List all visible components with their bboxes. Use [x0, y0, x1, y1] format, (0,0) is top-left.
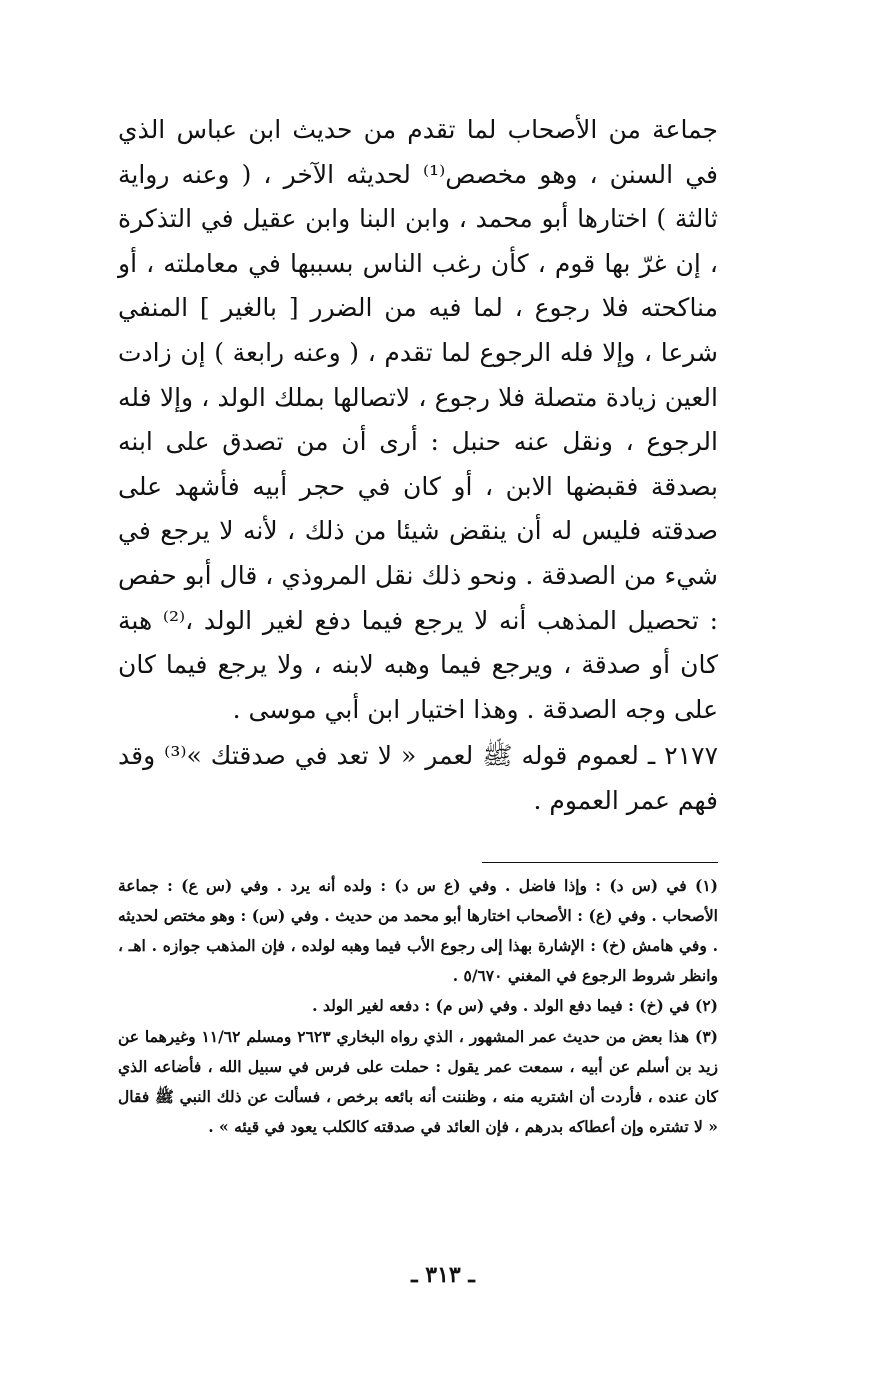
footnote-divider	[482, 862, 718, 863]
main-paragraph: جماعة من الأصحاب لما تقدم من حديث ابن عباس الذي في السنن ، وهو مخصص⁽¹⁾ لحديثه الآخر ، ( وعنه رواية ثالثة ) اختارها أبو محمد ، وابن البنا وابن عقيل في التذكرة ، إن غرّ بها قوم ، كأن رغب الناس بسببها في معاملته ، أو مناكحته فلا رجوع ، لما فيه من الضرر [ بالغير ] المنفي شرعا ، وإلا فله الرجوع لما تقدم ، ( وعنه رابعة ) إن زادت العين زيادة متصلة فلا رجوع ، لاتصالها بملك الولد ، وإلا فله الرجوع ، ونقل عنه حنبل : أرى أن من تصدق على ابنه بصدقة فقبضها الابن ، أو كان في حجر أبيه فأشهد على صدقته فليس له أن ينقض شيئا من ذلك ، لأنه لا يرجع في شيء من الصدقة . ونحو ذلك نقل المروذي ، قال أبو حفص : تحصيل المذهب أنه لا يرجع فيما دفع لغير الولد ،⁽²⁾ هبة كان أو صدقة ، ويرجع فيما وهبه لابنه ، ولا يرجع فيما كان على وجه الصدقة . وهذا اختيار ابن أبي موسى .	[118, 115, 718, 724]
footnote-3: (٣) هذا بعض من حديث عمر المشهور ، الذي رواه البخاري ٢٦٢٣ ومسلم ١١/٦٢ وغيرهما عن زيد بن أسلم عن أبيه ، سمعت عمر يقول : حملت على فرس في سبيل الله ، فأضاعه الذي كان عنده ، فأردت أن اشتريه منه ، وظننت أنه بائعه برخص ، فسألت عن ذلك النبي ﷺ فقال « لا تشتره وإن أعطاكه بدرهم ، فإن العائد في صدقته كالكلب يعود في قيئه » .	[118, 1026, 718, 1137]
footnote-2: (٢) في (خ) : فيما دفع الولد . وفي (س م) : دفعه لغير الولد .	[312, 996, 718, 1016]
page-number: ـ ٣١٣ ـ	[411, 1262, 475, 1288]
footnote-1: (١) في (س د) : وإذا فاضل . وفي (ع س د) : ولده أنه يرد . وفي (س ع) : جماعة الأصحاب . وفي (ع) : الأصحاب اختارها أبو محمد من حديث . وفي (س) : وهو مختص لحديثه . وفي هامش (خ) : الإشارة بهذا إلى رجوع الأب فيما وهبه لولده ، فإن المذهب جوازه . اهـ ، وانظر شروط الرجوع في المغني ٥/٦٧٠ .	[118, 875, 718, 986]
numbered-item: ٢١٧٧ ـ لعموم قوله ﷺ لعمر « لا تعد في صدقتك »⁽³⁾ وقد فهم عمر العموم .	[118, 741, 719, 815]
main-text	[118, 108, 718, 824]
page-content	[118, 108, 718, 1142]
footnotes	[118, 871, 718, 1143]
